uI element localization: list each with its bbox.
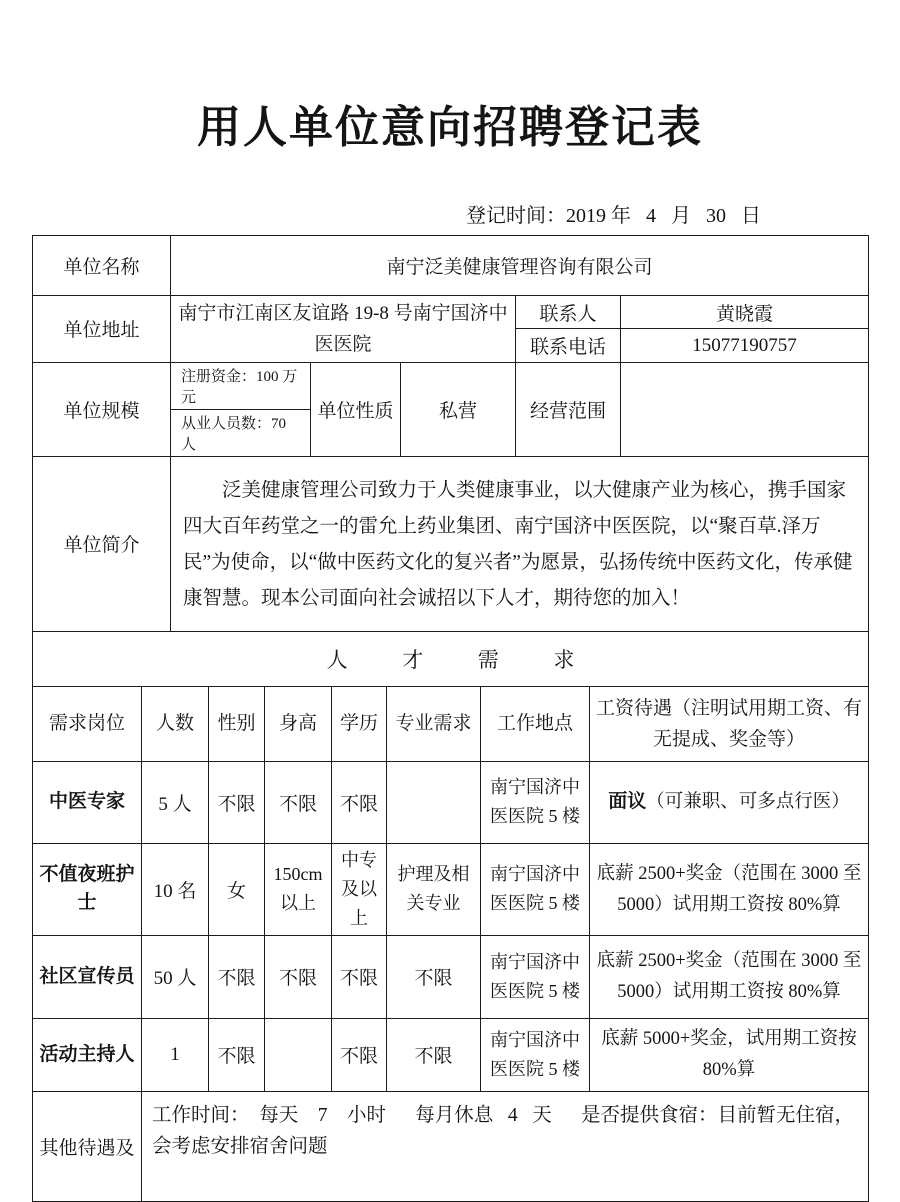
table-row — [33, 1091, 869, 1201]
header-position: 需求岗位 — [33, 686, 142, 761]
talent-needs-table — [32, 686, 869, 1202]
job-count: 10 名 — [142, 843, 209, 935]
job-gender: 不限 — [209, 761, 265, 843]
job-education: 中专及以上 — [332, 843, 387, 935]
contact-phone-label: 联系电话 — [516, 329, 621, 363]
table-row — [33, 761, 869, 843]
contact-person-label: 联系人 — [516, 295, 621, 329]
header-salary: 工资待遇（注明试用期工资、有无提成、奖金等） — [590, 686, 869, 761]
company-name-value: 南宁泛美健康管理咨询有限公司 — [171, 235, 869, 295]
job-salary-rest: 底薪 5000+奖金，试用期工资按 80%算 — [601, 1029, 857, 1081]
job-position: 社区宣传员 — [33, 935, 142, 1018]
page-title: 用人单位意向招聘登记表 — [197, 103, 703, 152]
job-count: 5 人 — [142, 761, 209, 843]
job-location: 南宁国济中医医院 5 楼 — [481, 1018, 590, 1091]
job-salary-rest: （可兼职、可多点行医） — [646, 792, 850, 813]
business-scope-value — [621, 362, 869, 456]
company-nature-value: 私营 — [401, 362, 516, 456]
job-count: 50 人 — [142, 935, 209, 1018]
job-salary — [590, 935, 869, 1018]
job-height: 不限 — [265, 935, 332, 1018]
job-major — [387, 761, 481, 843]
talent-needs-section-title: 人才需求 — [33, 631, 869, 686]
job-education: 不限 — [332, 761, 387, 843]
other-benefits-content: 工作时间： 每天 7 小时 每月休息 4 天 是否提供食宿：目前暂无住宿，会考虑安排宿舍问题 — [142, 1091, 869, 1201]
company-intro-cell — [171, 456, 869, 631]
company-intro-text: 泛美健康管理公司致力于人类健康事业，以大健康产业为核心，携手国家四大百年药堂之一的雷允上药业集团、南宁国济中医医院，以“聚百草.泽万民”为使命，以“做中医药文化的复兴者”为愿景，弘扬传统中医药文化，传承健康智慧。现本公司面向社会诚招以下人才，期待您的加入！ — [183, 479, 853, 609]
job-salary-bold: 面议 — [608, 791, 647, 813]
job-major: 不限 — [387, 935, 481, 1018]
contact-person-value: 黄晓霞 — [621, 295, 869, 329]
job-education: 不限 — [332, 1018, 387, 1091]
job-height: 不限 — [265, 761, 332, 843]
job-height — [265, 1018, 332, 1091]
contact-phone-value: 15077190757 — [621, 329, 869, 363]
header-education: 学历 — [332, 686, 387, 761]
company-address-label: 单位地址 — [33, 295, 171, 362]
registration-time: 登记时间：2019 年 4 月 30 日 — [466, 204, 761, 227]
employee-count: 从业人员数：70 人 — [171, 409, 311, 456]
job-major: 护理及相关专业 — [387, 843, 481, 935]
job-count: 1 — [142, 1018, 209, 1091]
registered-capital: 注册资金：100 万元 — [171, 362, 311, 409]
job-height: 150cm 以上 — [265, 843, 332, 935]
job-position: 活动主持人 — [33, 1018, 142, 1091]
table-row — [33, 935, 869, 1018]
company-info-table — [32, 235, 869, 687]
job-location: 南宁国济中医医院 5 楼 — [481, 935, 590, 1018]
company-nature-label: 单位性质 — [311, 362, 401, 456]
header-location: 工作地点 — [481, 686, 590, 761]
job-position: 不值夜班护士 — [33, 843, 142, 935]
job-location: 南宁国济中医医院 5 楼 — [481, 843, 590, 935]
business-scope-label: 经营范围 — [516, 362, 621, 456]
job-education: 不限 — [332, 935, 387, 1018]
job-salary-rest: 底薪 2500+奖金（范围在 3000 至 5000）试用期工资按 80%算 — [596, 863, 862, 915]
job-position: 中医专家 — [33, 761, 142, 843]
job-location: 南宁国济中医医院 5 楼 — [481, 761, 590, 843]
company-name-label: 单位名称 — [33, 235, 171, 295]
table-row — [33, 1018, 869, 1091]
header-gender: 性别 — [209, 686, 265, 761]
header-height: 身高 — [265, 686, 332, 761]
job-salary — [590, 761, 869, 843]
job-major: 不限 — [387, 1018, 481, 1091]
job-salary — [590, 843, 869, 935]
header-major: 专业需求 — [387, 686, 481, 761]
company-address-value: 南宁市江南区友谊路 19-8 号南宁国济中医医院 — [171, 295, 516, 362]
table-row — [33, 843, 869, 935]
job-salary — [590, 1018, 869, 1091]
job-gender: 不限 — [209, 1018, 265, 1091]
header-count: 人数 — [142, 686, 209, 761]
job-salary-rest: 底薪 2500+奖金（范围在 3000 至 5000）试用期工资按 80%算 — [596, 951, 862, 1003]
job-gender: 女 — [209, 843, 265, 935]
company-scale-label: 单位规模 — [33, 362, 171, 456]
company-intro-label: 单位简介 — [33, 456, 171, 631]
other-benefits-label: 其他待遇及 — [33, 1091, 142, 1201]
job-gender: 不限 — [209, 935, 265, 1018]
